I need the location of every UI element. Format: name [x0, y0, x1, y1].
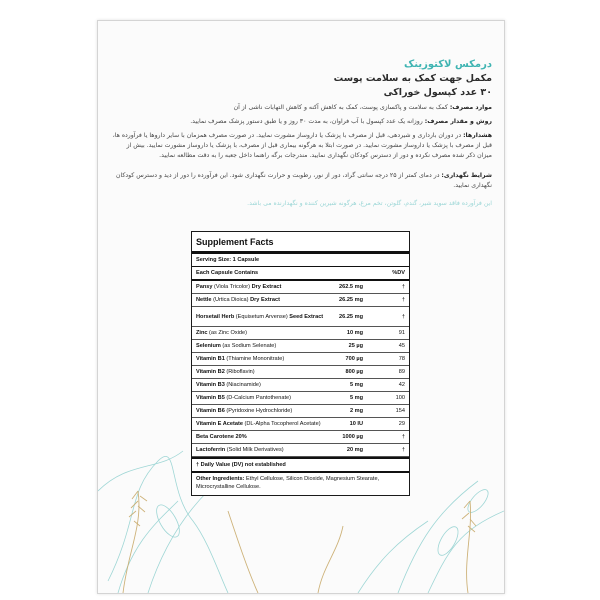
facts-row	[192, 327, 409, 340]
supplement-facts-table	[191, 231, 410, 496]
ingredient-name: Vitamin B3 (Niacinamide)	[196, 382, 261, 388]
ingredient-dv: 154	[395, 408, 405, 414]
ingredient-name: Nettle (Urtica Dioica) Dry Extract	[196, 297, 280, 303]
ingredient-dv: †	[401, 297, 405, 303]
ingredient-name: Selenium (as Sodium Selenate)	[196, 343, 277, 349]
ingredient-name: Vitamin B1 (Thiamine Mononitrate)	[196, 356, 285, 362]
ingredient-name: Vitamin B6 (Pyridoxine Hydrochloride)	[196, 408, 293, 414]
ingredient-dv: 78	[398, 356, 405, 362]
product-title: درمکس لاکتوزینک	[404, 59, 492, 70]
facts-row	[192, 366, 409, 379]
usage-text: موارد مصرف: کمک به سلامت و پاکسازی پوست، کمک به کاهش آکنه و کاهش التهابات ناشی از آن	[233, 104, 492, 111]
facts-title: Supplement Facts	[192, 232, 409, 254]
facts-row	[192, 340, 409, 353]
facts-row	[192, 444, 409, 457]
facts-row	[192, 418, 409, 431]
ingredient-dv: 42	[398, 382, 405, 388]
ingredient-amount: 26.25 mg	[339, 313, 363, 320]
facts-row	[192, 307, 409, 327]
ingredient-name: Horsetail Herb (Equisetum Arvense) Seed Extract	[196, 313, 324, 320]
ingredient-name: Vitamin E Acetate (DL-Alpha Tocopherol Acetate)	[196, 421, 321, 427]
facts-rows	[192, 281, 409, 457]
ingredient-amount: 10 IU	[349, 421, 363, 427]
storage-text: شرایط نگهداری: در دمای کمتر از ۲۵ درجه سانتی گراد، دور از نور، رطوبت و حرارت نگهداری شود. این فرآورده را دور از دید و دسترس کودکان نگهداری نمایید.	[115, 172, 492, 189]
ingredient-amount: 5 mg	[349, 382, 363, 388]
ingredient-amount: 10 mg	[346, 330, 363, 336]
ingredient-amount: 1000 µg	[342, 434, 363, 440]
ingredient-amount: 262.5 mg	[339, 284, 363, 290]
warnings-text: هشدارها: در دوران بارداری و شیردهی، قبل از مصرف با پزشک یا داروساز مشورت نمایید. در صورت مصرف همزمان با سایر داروها یا فرآورده ها، قبل از مصرف با پزشک یا داروساز مشورت نمایید. در صورت ابتلا به هرگونه بیماری قبل از مصرف، با پزشک یا داروساز مشورت نمایید. بیش از میزان ذکر شده مصرف نکرده و دور از دسترس کودکان نگهداری نمایید. مندرجات برگه راهنما داخل جعبه را به دقت مطالعه نمایید.	[112, 132, 492, 159]
facts-row	[192, 294, 409, 307]
ingredient-amount: 800 µg	[345, 369, 363, 375]
ingredient-dv: †	[401, 447, 405, 453]
ingredient-dv: 29	[398, 421, 405, 427]
other-ingredients: Other Ingredients: Ethyl Cellulose, Silicon Dioxide, Magnesium Stearate, Microcrystalline Cellulose.	[196, 476, 380, 490]
ingredient-amount: 700 µg	[345, 356, 363, 362]
facts-row	[192, 379, 409, 392]
ingredient-name: Vitamin B5 (D-Calcium Pantothenate)	[196, 395, 292, 401]
facts-row	[192, 353, 409, 366]
ingredient-dv: †	[401, 434, 405, 440]
ingredient-amount: 26.25 mg	[339, 297, 363, 303]
facts-column-header	[192, 267, 409, 281]
capsule-count: ۳۰ عدد کپسول خوراکی	[383, 87, 492, 98]
ingredient-dv: †	[401, 284, 405, 290]
facts-row	[192, 431, 409, 444]
ingredient-amount: 5 mg	[349, 395, 363, 401]
ingredient-dv: †	[401, 313, 405, 320]
ingredient-name: Vitamin B2 (Riboflavin)	[196, 369, 255, 375]
ingredient-amount: 2 mg	[349, 408, 363, 414]
ingredient-dv: 91	[398, 330, 405, 336]
product-subtitle: مکمل جهت کمک به سلامت پوست	[333, 73, 492, 84]
ingredient-dv: 45	[398, 343, 405, 349]
ingredient-dv: 89	[398, 369, 405, 375]
ingredient-name: Lactoferrin (Solid Milk Derivatives)	[196, 447, 284, 453]
col-dv: %DV	[392, 270, 405, 276]
free-from-note: این فرآورده فاقد سوید شیر، گندم، گلوتن، تخم مرغ، هرگونه شیرین کننده و نگهدارنده می باشد.	[247, 200, 492, 207]
product-box-back	[97, 20, 505, 594]
ingredient-name: Beta Carotene 20%	[196, 434, 247, 440]
ingredient-amount: 20 mg	[346, 447, 363, 453]
ingredient-name: Pansy (Viola Tricolor) Dry Extract	[196, 284, 282, 290]
dv-footnote: † Daily Value (DV) not established	[192, 457, 409, 473]
facts-row	[192, 281, 409, 294]
ingredient-dv: 100	[395, 395, 405, 401]
dosage-text: روش و مقدار مصرف: روزانه یک عدد کپسول با آب فراوان، به مدت ۳۰ روز و یا طبق دستور پزشک مصرف نمایید.	[190, 118, 492, 125]
col-each-capsule: Each Capsule Contains	[196, 270, 259, 276]
ingredient-name: Zinc (as Zinc Oxide)	[196, 330, 247, 336]
facts-row	[192, 392, 409, 405]
serving-size: Serving Size: 1 Capsule	[192, 254, 409, 267]
ingredient-amount: 25 µg	[348, 343, 363, 349]
facts-row	[192, 405, 409, 418]
